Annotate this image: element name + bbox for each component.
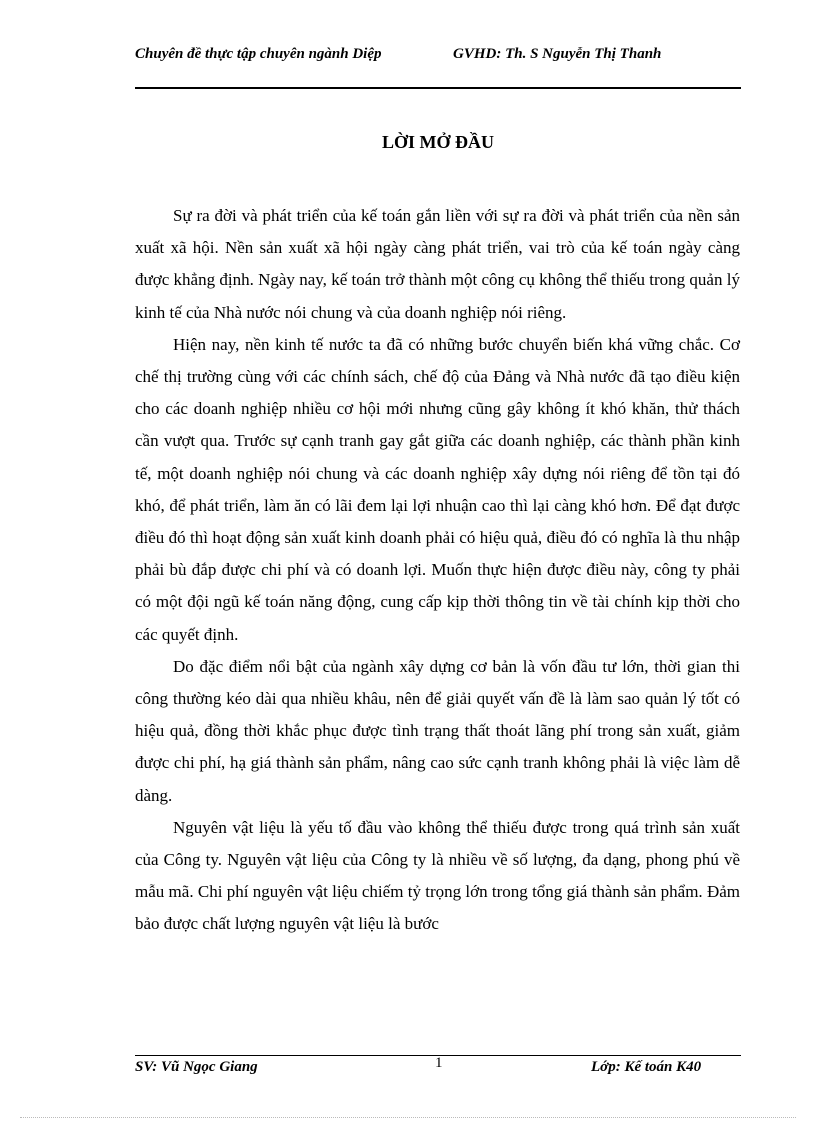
footer-student: SV: Vũ Ngọc Giang [135, 1059, 258, 1075]
page-title: LỜI MỞ ĐẦU [382, 132, 494, 152]
page-bottom-dotted-line [20, 1117, 796, 1118]
paragraph: Sự ra đời và phát triển của kế toán gắn liền với sự ra đời và phát triển của nền sản xuất xã hội. Nền sản xuất xã hội ngày càng phát triển, vai trò của kế toán ngày càng được khẳng định. Ngày nay, kế toán trở thành một công cụ không thể thiếu trong quản lý kinh tế của Nhà nước nói chung và của doanh nghiệp nói riêng. [135, 206, 740, 322]
header-advisor: GVHD: Th. S Nguyễn Thị Thanh [453, 46, 662, 62]
paragraph: Nguyên vật liệu là yếu tố đầu vào không thể thiếu được trong quá trình sản xuất của Công ty. Nguyên vật liệu của Công ty là nhiều về số lượng, đa dạng, phong phú về mẫu mã. Chi phí nguyên vật liệu chiếm tỷ trọng lớn trong tổng giá thành sản phẩm. Đảm bảo được chất lượng nguyên vật liệu là bước [135, 817, 740, 934]
header-divider [135, 87, 741, 89]
page-footer [135, 1055, 741, 1080]
paragraph: Do đặc điểm nổi bật của ngành xây dựng cơ bản là vốn đầu tư lớn, thời gian thi công thường kéo dài qua nhiều khâu, nên để giải quyết vấn đề là làm sao quản lý tốt có hiệu quả, đồng thời khắc phục được tình trạng thất thoát lãng phí trong sản xuất, giảm được chi phí, hạ giá thành sản phẩm, nâng cao sức cạnh tranh không phải là việc làm dễ dàng. [135, 656, 740, 805]
page-header [135, 44, 741, 90]
header-topic: Chuyên đề thực tập chuyên ngành Diệp [135, 46, 382, 62]
document-body [135, 200, 740, 941]
page-number: 1 [435, 1055, 443, 1071]
footer-class: Lớp: Kế toán K40 [591, 1059, 702, 1075]
paragraph: Hiện nay, nền kinh tế nước ta đã có những bước chuyển biến khá vững chắc. Cơ chế thị trường cùng với các chính sách, chế độ của Đảng và Nhà nước đã tạo điều kiện cho các doanh nghiệp nhiều cơ hội mới nhưng cũng gây không ít khó khăn, thử thách cần vượt qua. Trước sự cạnh tranh gay gắt giữa các doanh nghiệp, các thành phần kinh tế, một doanh nghiệp nói chung và các doanh nghiệp xây dựng nói riêng để tồn tại đó khó, để phát triển, làm ăn có lãi đem lại lợi nhuận cao thì lại càng khó hơn. Để đạt được điều đó thì hoạt động sản xuất kinh doanh phải có hiệu quả, điều đó có nghĩa là thu nhập phải bù đắp được chi phí và có doanh lợi. Muốn thực hiện được điều này, công ty phải có một đội ngũ kế toán năng động, cung cấp kịp thời thông tin về tài chính kịp thời cho các quyết định. [135, 334, 740, 644]
